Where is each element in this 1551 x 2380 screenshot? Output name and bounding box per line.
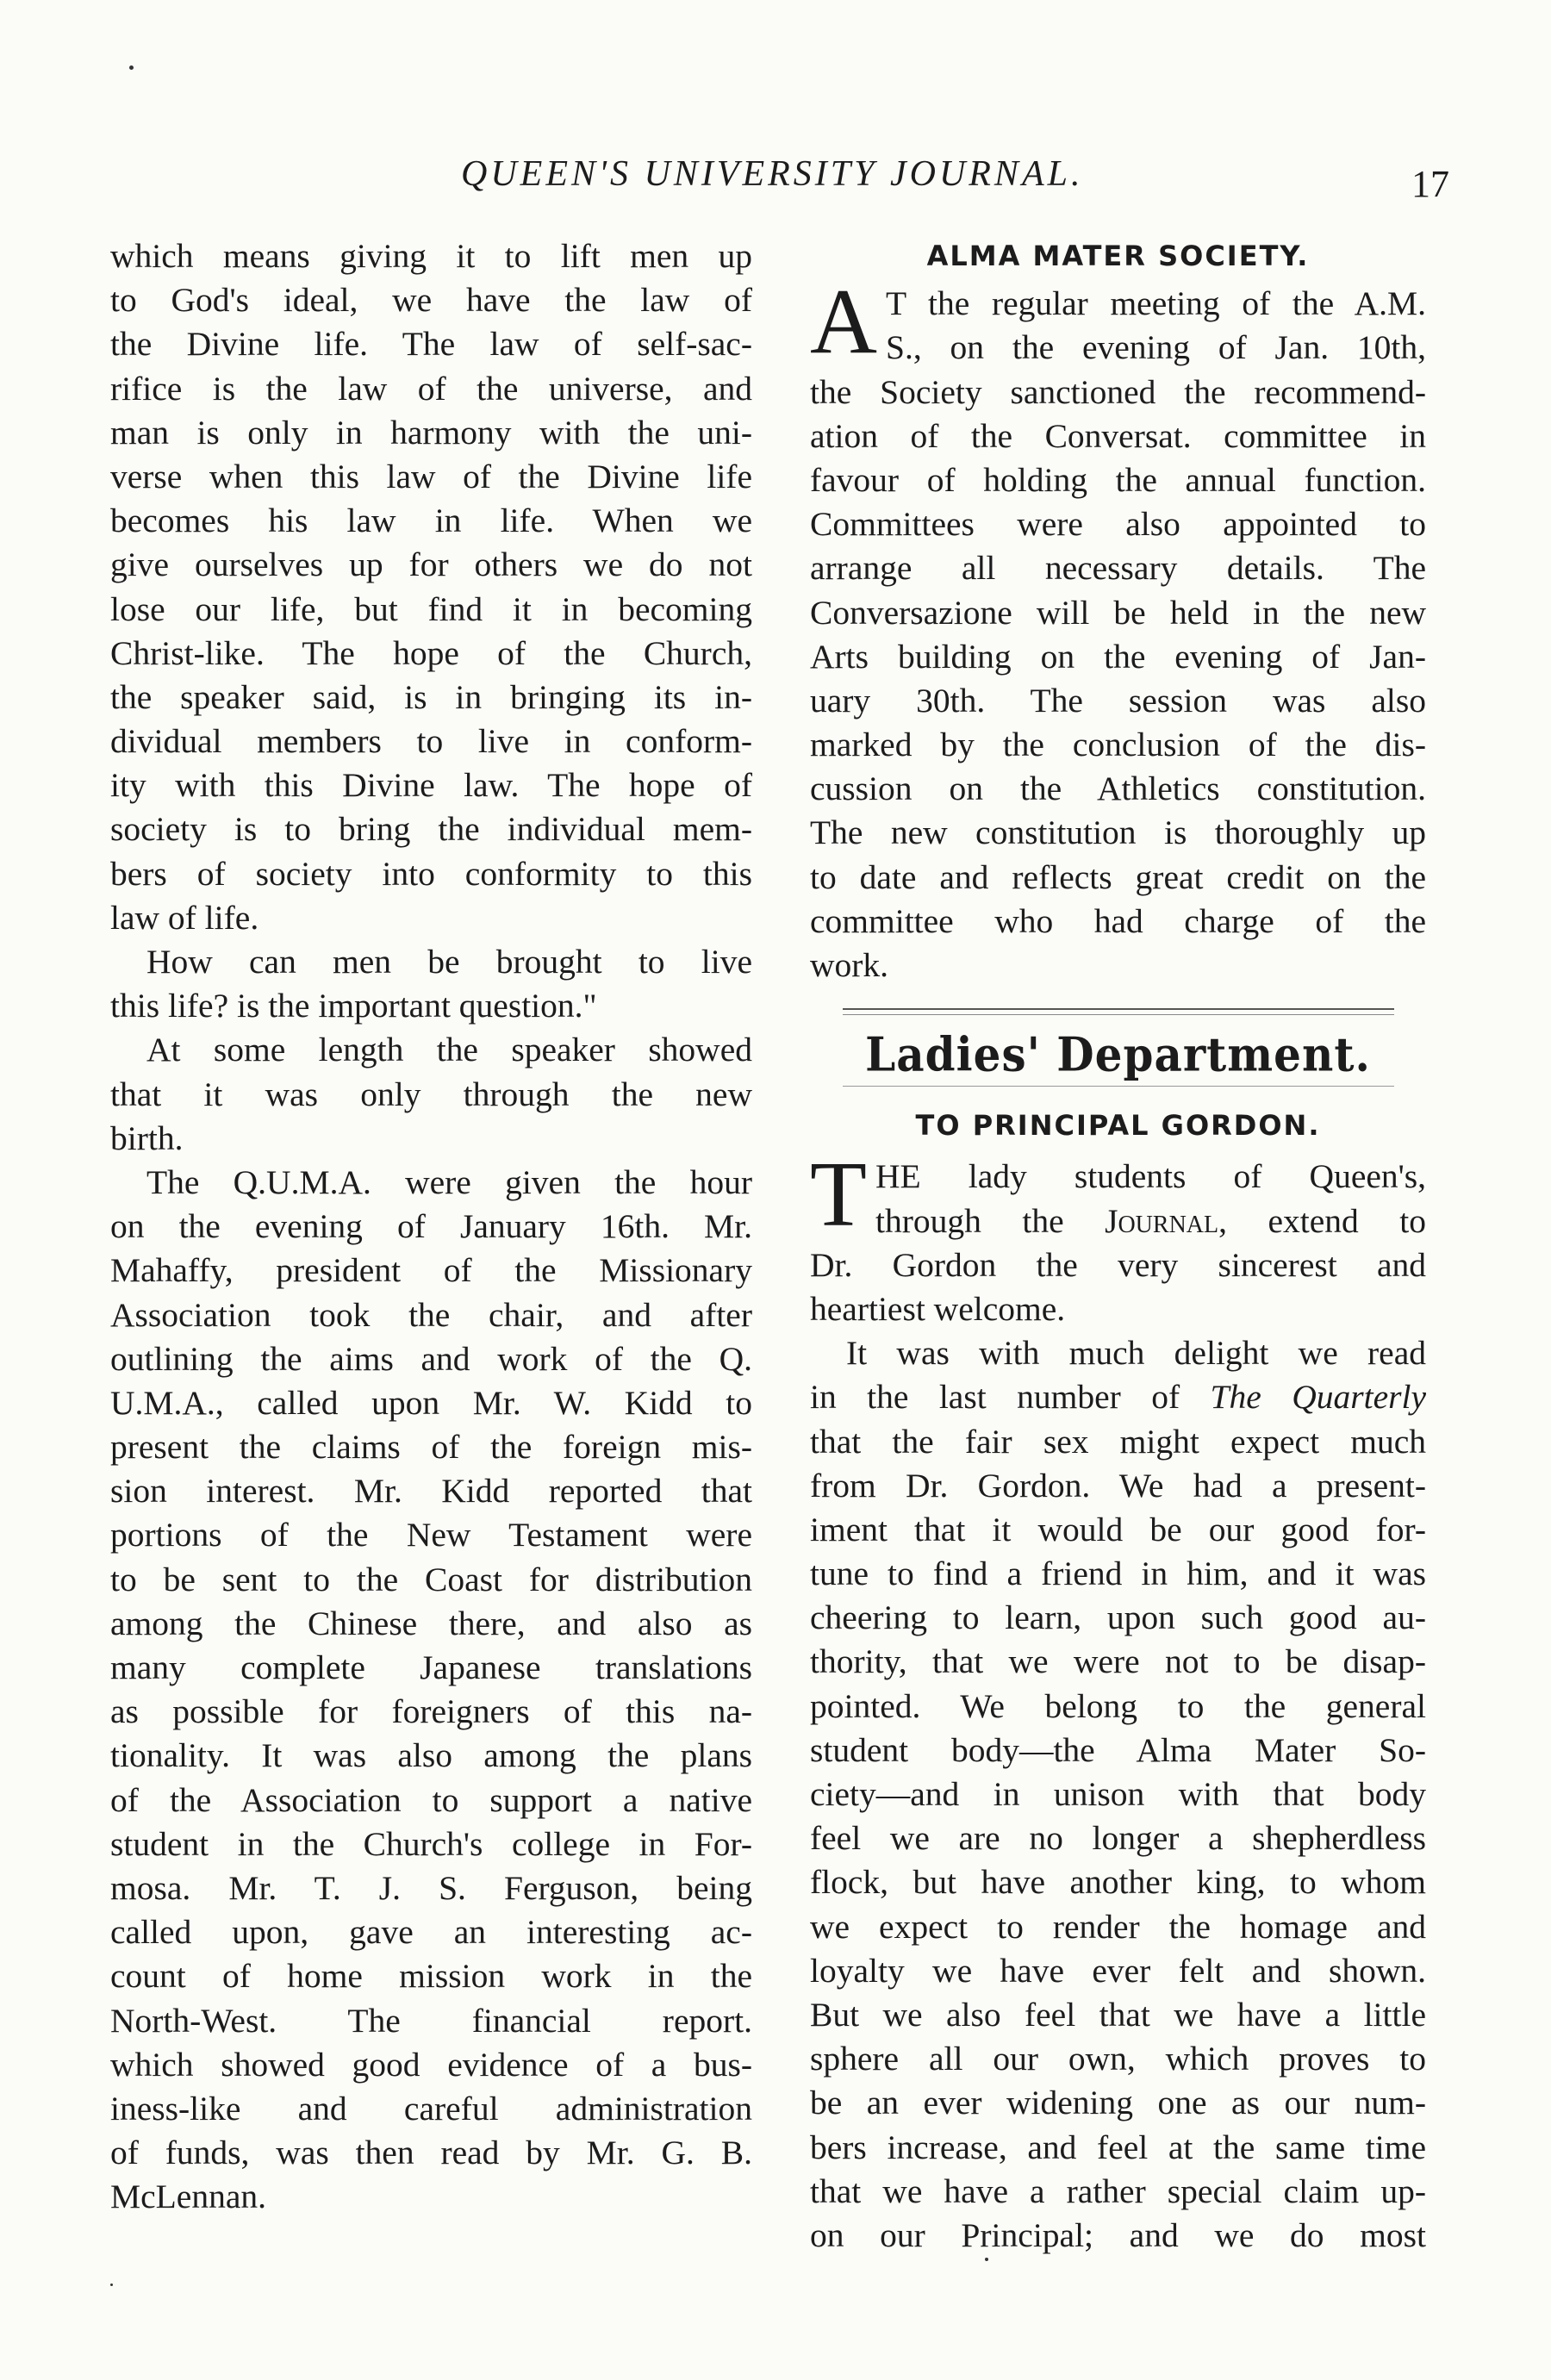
text-line: arrange all necessary details. The <box>810 549 1426 588</box>
dropcap-a: A <box>810 282 877 374</box>
text-line: law of life. <box>110 898 259 937</box>
text-line: S., on the evening of Jan. 10th, <box>886 328 1426 367</box>
text-line: favour of holding the annual function. <box>810 460 1426 499</box>
text-line: T the regular meeting of the A.M. <box>886 284 1426 323</box>
text-line: How can men be brought to live <box>146 943 752 981</box>
text-line: the Society sanctioned the recommend- <box>810 372 1426 411</box>
left-column <box>110 234 752 2219</box>
text-line: work. <box>810 946 889 985</box>
text-line: The Q.U.M.A. were given the hour <box>146 1162 752 1201</box>
text-line: cussion on the Athletics constitution. <box>810 769 1426 808</box>
text-line: iment that it would be our good for- <box>810 1510 1426 1548</box>
text-line: It was with much delight we read <box>846 1334 1426 1373</box>
text-line: U.M.A., called upon Mr. W. Kidd to <box>110 1383 752 1422</box>
running-title: QUEEN'S UNIVERSITY JOURNAL. <box>461 154 1084 194</box>
text-line: Arts building on the evening of Jan- <box>810 637 1426 676</box>
text-line: that the fair sex might expect much <box>810 1422 1426 1461</box>
text-line: uary 30th. The session was also <box>810 681 1426 720</box>
text-line: flock, but have another king, to whom <box>810 1863 1426 1902</box>
text-line: we expect to render the homage and <box>810 1907 1426 1946</box>
text-line: Mahaffy, president of the Missionary <box>110 1251 752 1290</box>
text-line: dividual members to live in conform- <box>110 722 752 761</box>
text-line: pointed. We belong to the general <box>810 1686 1426 1725</box>
text-line: the speaker said, is in bringing its in- <box>110 677 752 716</box>
text-line: rifice is the law of the universe, and <box>110 369 752 408</box>
text-line: as possible for foreigners of this na- <box>110 1692 752 1731</box>
text-line: of funds, was then read by Mr. G. B. <box>110 2134 752 2172</box>
text-line: on our Principal; and we do most <box>810 2215 1426 2254</box>
text-line: tionality. It was also among the plans <box>110 1736 752 1775</box>
text-line: sphere all our own, which proves to <box>810 2040 1426 2078</box>
text-line: tune to find a friend in him, and it was <box>810 1554 1426 1593</box>
alma-mater-heading: ALMA MATER SOCIETY. <box>926 240 1310 272</box>
section-divider <box>843 1008 1394 1015</box>
text-line: ity with this Divine law. The hope of <box>110 766 752 805</box>
text-line: iness-like and careful administration <box>110 2089 752 2128</box>
text-line: that we have a rather special claim up- <box>810 2171 1426 2210</box>
dropcap-t: T <box>810 1155 867 1247</box>
text-line: heartiest welcome. <box>810 1289 1066 1328</box>
text-line: committee who had charge of the <box>810 901 1426 940</box>
text-line: which showed good evidence of a bus- <box>110 2045 752 2084</box>
text-line: many complete Japanese translations <box>110 1648 752 1686</box>
text-line: that it was only through the new <box>110 1075 752 1113</box>
text-line: present the claims of the foreign mis- <box>110 1428 752 1467</box>
ink-speck <box>110 2283 113 2286</box>
ink-speck <box>129 65 134 70</box>
ladies-department-title: Ladies' Department. <box>865 1026 1371 1082</box>
text-line: The new constitution is thoroughly up <box>810 813 1426 852</box>
text-line: through the Journal, extend to <box>875 1201 1426 1240</box>
text-line: in the last number of The Quarterly <box>810 1378 1426 1417</box>
text-line: man is only in harmony with the uni- <box>110 413 752 452</box>
text-line: count of home mission work in the <box>110 1957 752 1996</box>
text-line: portions of the New Testament were <box>110 1516 752 1554</box>
text-line: Conversazione will be held in the new <box>810 593 1426 632</box>
text-line: on the evening of January 16th. Mr. <box>110 1207 752 1246</box>
page-number: 17 <box>1411 163 1449 205</box>
text-line: cheering to learn, upon such good au- <box>810 1598 1426 1637</box>
text-line: be an ever widening one as our num- <box>810 2084 1426 2122</box>
text-line: to date and reflects great credit on the <box>810 857 1426 896</box>
text-line: North-West. The financial report. <box>110 2001 752 2040</box>
text-line: mosa. Mr. T. J. S. Ferguson, being <box>110 1868 752 1907</box>
ladies-article <box>810 1155 1426 2258</box>
title-underline <box>843 1086 1394 1087</box>
page-header <box>0 153 1551 214</box>
text-line: student body—the Alma Mater So- <box>810 1730 1426 1769</box>
text-line: society is to bring the individual mem- <box>110 810 752 849</box>
text-line: McLennan. <box>110 2178 266 2216</box>
ink-speck <box>985 2258 988 2261</box>
text-line: from Dr. Gordon. We had a present- <box>810 1466 1426 1505</box>
text-line: becomes his law in life. When we <box>110 502 752 540</box>
text-line: of the Association to support a native <box>110 1780 752 1819</box>
right-column <box>810 234 1426 2258</box>
text-line: among the Chinese there, and also as <box>110 1604 752 1642</box>
text-line: the Divine life. The law of self-sac- <box>110 325 752 364</box>
text-line: loyalty we have ever felt and shown. <box>810 1951 1426 1990</box>
text-line: bers of society into conformity to this <box>110 854 752 893</box>
text-line: marked by the conclusion of the dis- <box>810 726 1426 764</box>
text-line: which means giving it to lift men up <box>110 237 752 275</box>
text-line: ciety—and in unison with that body <box>810 1775 1426 1814</box>
text-line: student in the Church's college in For- <box>110 1824 752 1863</box>
text-line: ation of the Conversat. committee in <box>810 416 1426 455</box>
principal-gordon-heading: TO PRINCIPAL GORDON. <box>915 1109 1321 1143</box>
text-line: Committees were also appointed to <box>810 505 1426 544</box>
text-line: feel we are no longer a shepherdless <box>810 1819 1426 1858</box>
text-line: called upon, gave an interesting ac- <box>110 1913 752 1952</box>
text-line: to be sent to the Coast for distribution <box>110 1560 752 1598</box>
text-line: Christ-like. The hope of the Church, <box>110 633 752 672</box>
text-line: sion interest. Mr. Kidd reported that <box>110 1472 752 1511</box>
text-line: At some length the speaker showed <box>146 1031 752 1069</box>
alma-mater-article <box>810 282 1426 988</box>
text-line: thority, that we were not to be disap- <box>810 1642 1426 1681</box>
text-line: lose our life, but find it in becoming <box>110 589 752 628</box>
text-line: outlining the aims and work of the Q. <box>110 1339 752 1378</box>
text-line: Dr. Gordon the very sincerest and <box>810 1245 1426 1284</box>
text-line: this life? is the important question." <box>110 987 597 1025</box>
text-line: But we also feel that we have a little <box>810 1995 1426 2034</box>
text-line: Association took the chair, and after <box>110 1295 752 1334</box>
text-line: HE lady students of Queen's, <box>875 1157 1426 1196</box>
text-line: give ourselves up for others we do not <box>110 545 752 584</box>
text-line: verse when this law of the Divine life <box>110 457 752 495</box>
text-line: bers increase, and feel at the same time <box>810 2128 1426 2166</box>
text-line: birth. <box>110 1118 184 1157</box>
text-line: to God's ideal, we have the law of <box>110 281 752 320</box>
